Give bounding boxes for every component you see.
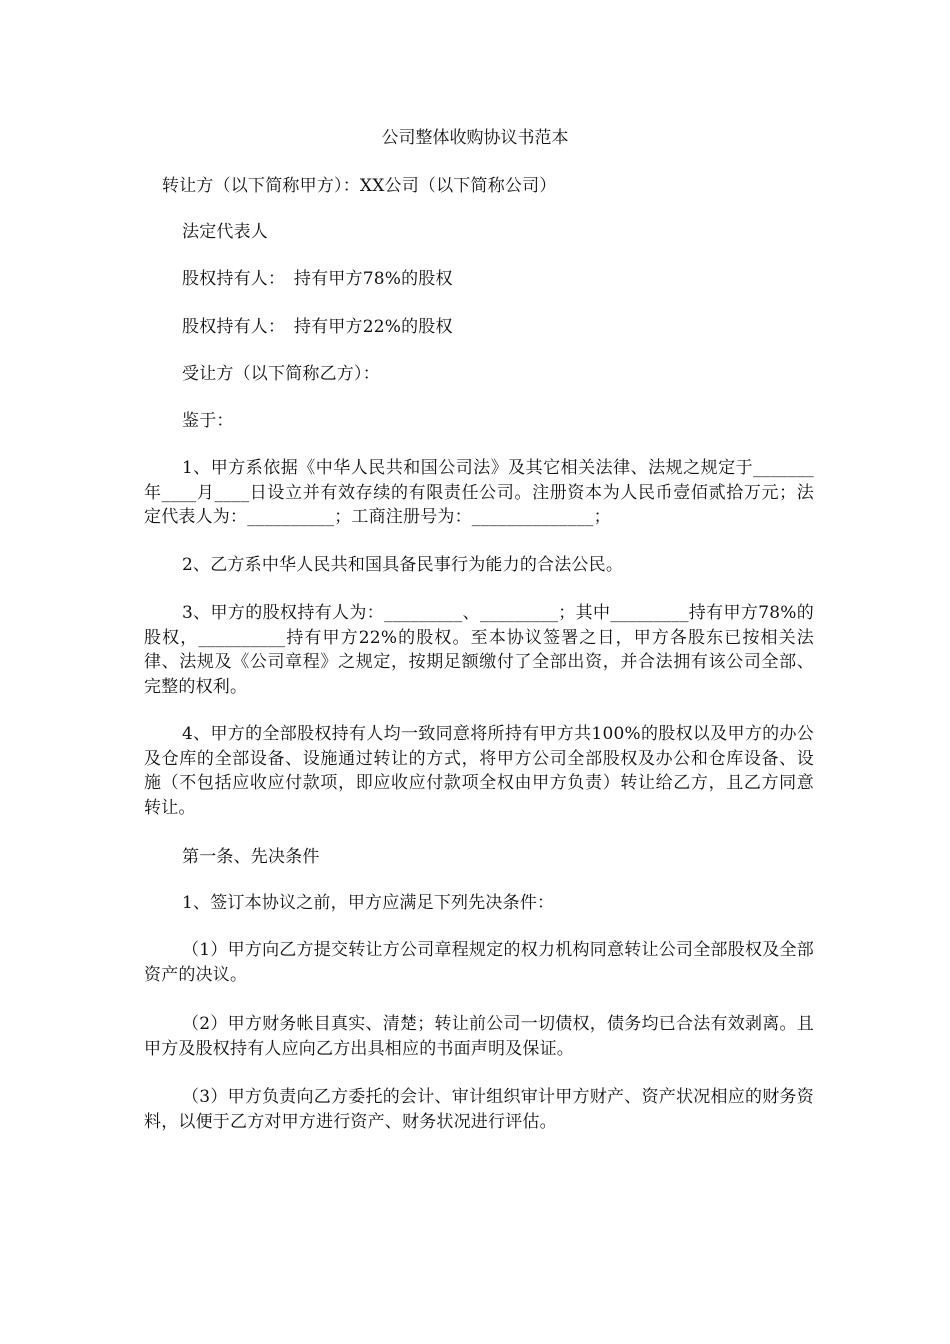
paragraph-condition-1: （1）甲方向乙方提交转让方公司章程规定的权力机构同意转让公司全部股权及全部资产的决议。 bbox=[144, 940, 814, 985]
paragraph-legal-rep: 法定代表人 bbox=[182, 222, 268, 242]
paragraph-shareholder-22: 股权持有人： 持有甲方22%的股权 bbox=[182, 317, 453, 337]
paragraph-recital-1: 1、甲方系依据《中华人民共和国公司法》及其它相关法律、法规之规定于_______年____月____日设立并有效存续的有限责任公司。注册资本为人民币壹佰贰拾万元；法定代表人为：__________；工商注册号为：______________； bbox=[144, 458, 814, 527]
section-heading-article-1: 第一条、先决条件 bbox=[182, 847, 320, 867]
paragraph-condition-3: （3）甲方负责向乙方委托的会计、审计组织审计甲方财产、资产状况相应的财务资料，以便于乙方对甲方进行资产、财务状况进行评估。 bbox=[144, 1087, 814, 1132]
paragraph-condition-2: （2）甲方财务帐目真实、清楚；转让前公司一切债权，债务均已合法有效剥离。且甲方及股权持有人应向乙方出具相应的书面声明及保证。 bbox=[144, 1014, 814, 1059]
paragraph-whereas: 鉴于： bbox=[182, 411, 234, 431]
paragraph-shareholder-78: 股权持有人： 持有甲方78%的股权 bbox=[182, 269, 453, 289]
paragraph-article-1-1: 1、签订本协议之前，甲方应满足下列先决条件： bbox=[182, 893, 555, 913]
paragraph-recital-3: 3、甲方的股权持有人为：_________、_________；其中_________持有甲方78%的股权，__________持有甲方22%的股权。至本协议签署之日，甲方各股东已按相关法律、法规及《公司章程》之规定，按期足额缴付了全部出资，并合法拥有该公司全部、完整的权利。 bbox=[144, 603, 814, 697]
document-title: 公司整体收购协议书范本 bbox=[381, 128, 569, 148]
paragraph-transferor: 转让方（以下简称甲方）：XX公司（以下简称公司） bbox=[162, 176, 557, 196]
paragraph-transferee: 受让方（以下简称乙方）： bbox=[182, 364, 380, 384]
paragraph-recital-4: 4、甲方的全部股权持有人均一致同意将所持有甲方共100%的股权以及甲方的办公及仓库的全部设备、设施通过转让的方式，将甲方公司全部股权及办公和仓库设备、设施（不包括应收应付款项，即应收应付款项全权由甲方负责）转让给乙方，且乙方同意转让。 bbox=[144, 724, 814, 818]
paragraph-recital-2: 2、乙方系中华人民共和国具备民事行为能力的合法公民。 bbox=[182, 555, 624, 575]
